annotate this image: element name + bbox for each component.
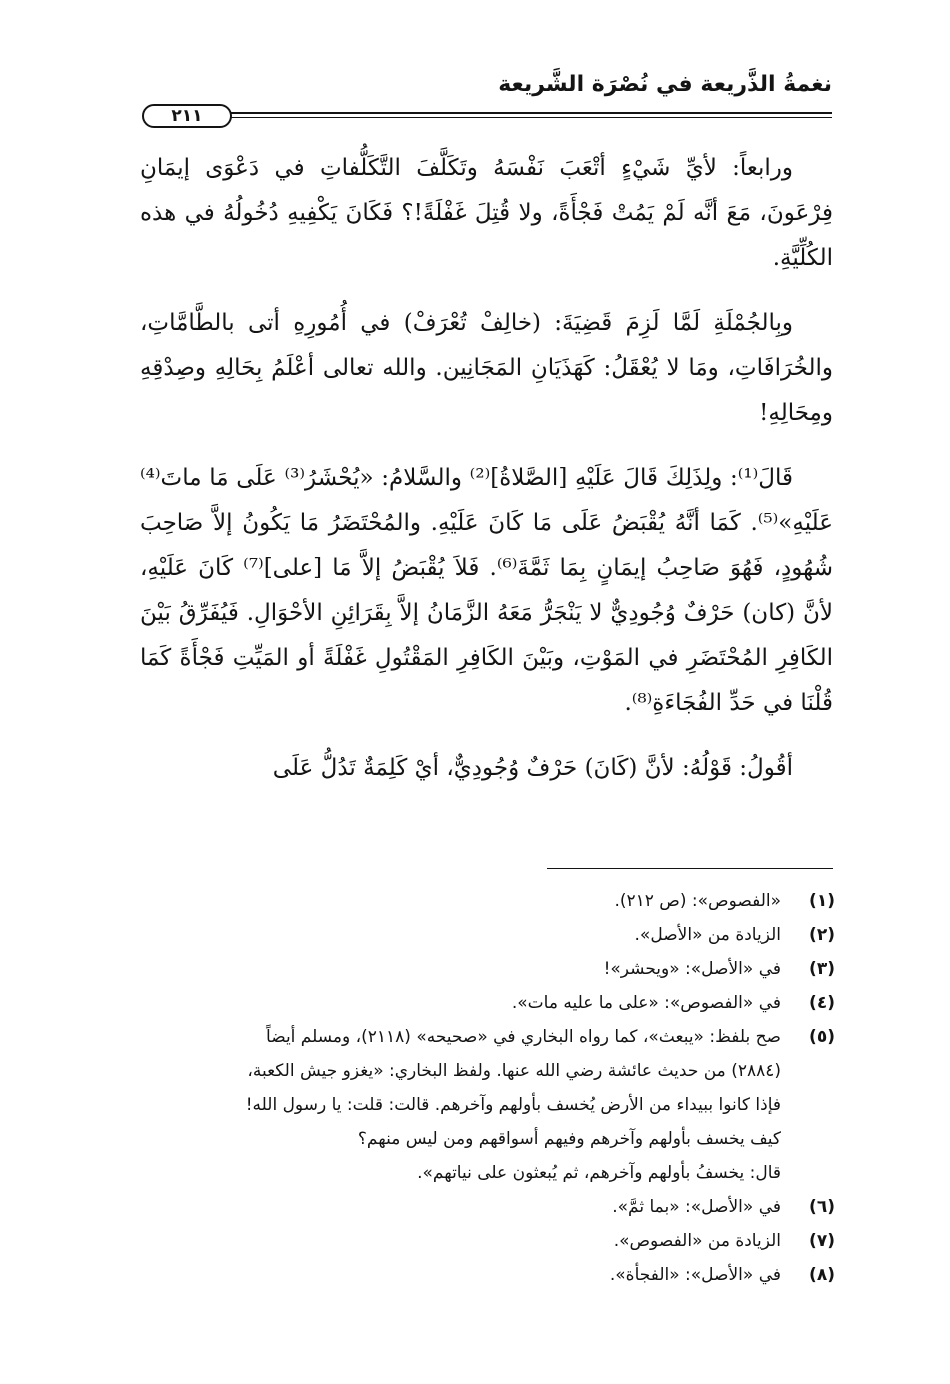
footnote-number: (٨) [809, 1265, 835, 1285]
footnote-4 [140, 986, 835, 1020]
footnote-number: (٧) [809, 1231, 835, 1251]
footnote-text-line: قال: يخسفُ بأولهم وآخرهم، ثم يُبعثون على نياتهم». [417, 1163, 781, 1183]
footnote-divider [547, 868, 833, 869]
footnote-1 [140, 884, 835, 918]
page-header [142, 72, 832, 126]
paragraph-2: وبِالجُمْلَةِ لَمَّا لَزِمَ قَضِيَةَ: (خالِفْ تُعْرَفْ) في أُمُورِهِ أتى بالطَّامَّاتِ، والخُرَافَاتِ، ومَا لا يُعْقَلُ: كَهَذَيَانِ المَجَانِين. والله تعالى أعْلَمُ بِحَالِهِ وصِدْقِهِ ومِحَالِهِ! [140, 310, 833, 426]
footnote-text: «الفصوص»: (ص ٢١٢). [614, 891, 781, 911]
footnote-text: في «الفصوص»: «على ما عليه مات». [511, 993, 781, 1013]
footnote-text: الزيادة من «الفصوص». [613, 1231, 781, 1251]
footnote-3 [140, 952, 835, 986]
footnote-2 [140, 918, 835, 952]
footnote-text-line: كيف يخسف بأولهم وآخرهم وفيهم أسواقهم ومن ليس منهم؟ [357, 1129, 781, 1149]
footnote-text: في «الأصل»: «الفجأة». [609, 1265, 781, 1285]
paragraph-1: ورابعاً: لأيِّ شَيْءٍ أتْعَبَ نَفْسَهُ وتَكَلَّفَ التَّكَلُّفاتِ في دَعْوَى إيمَانِ فِرْعَونَ، مَعَ أنَّه لَمْ يَمُتْ فَجْأَةً، ولا قُتِلَ غَفْلَةً!؟ فَكَانَ يَكْفِيهِ دُخُولُهُ في هذه الكُلِّيَّةِ. [140, 155, 833, 271]
footnote-6 [140, 1190, 835, 1224]
footnote-7 [140, 1224, 835, 1258]
main-text [140, 146, 833, 791]
footnote-number: (٣) [809, 959, 835, 979]
running-title: نغمةُ الذَّريعة في نُصْرَة الشَّريعة [498, 72, 832, 97]
footnote-number: (٥) [809, 1027, 835, 1047]
header-rule [212, 112, 832, 118]
footnote-text-line: (٢٨٨٤) من حديث عائشة رضي الله عنها. ولفظ البخاري: «يغزو جيش الكعبة، [247, 1061, 781, 1081]
footnotes [140, 884, 835, 1292]
footnote-8 [140, 1258, 835, 1292]
footnote-text: الزيادة من «الأصل». [634, 925, 781, 945]
footnote-text-line: صح بلفظ: «يبعث»، كما رواه البخاري في «صحيحه» (٢١١٨)، ومسلم أيضاً [266, 1027, 781, 1047]
footnote-number: (٤) [809, 993, 835, 1013]
footnote-text: في «الأصل»: «بما ثمَّ». [612, 1197, 781, 1217]
footnote-number: (٢) [809, 925, 835, 945]
header-rule-group [142, 106, 832, 124]
footnote-5 [140, 1020, 835, 1190]
footnote-number: (٦) [809, 1197, 835, 1217]
page-number: ٢١١ [142, 104, 232, 128]
footnote-number: (١) [809, 891, 835, 911]
paragraph-3: قَالَ⁽¹⁾: ولِذَلِكَ قَالَ عَلَيْهِ [الصَّلاةُ]⁽²⁾ والسَّلامُ: «يُحْشَرُ⁽³⁾ عَلَى مَا ماتَ⁽⁴⁾ عَلَيْهِ»⁽⁵⁾. كَمَا أنَّهُ يُقْبَضُ عَلَى مَا كَانَ عَلَيْهِ. والمُحْتَضَرُ مَا يَكُونُ إلاَّ صَاحِبَ شُهُودٍ، فَهُوَ صَاحِبُ إيمَانٍ بِمَا ثَمَّةَ⁽⁶⁾. فَلاَ يُقْبَضُ إلاَّ مَا [على]⁽⁷⁾ كَانَ عَلَيْهِ، لأنَّ (كان) حَرْفٌ وُجُودِيٌّ لا يَنْجَرُّ مَعَهُ الزَّمَانُ إلاَّ بِقَرَائِنِ الأحْوَالِ. فَيُفَرِّقُ بَيْنَ الكَافِرِ المُحْتَضَرِ في المَوْتِ، وبَيْنَ الكَافِرِ المَقْتُولِ غَفْلَةً أو المَيِّتِ فَجْأَةً كَمَا قُلْنَا في حَدِّ الفُجَاءَةِ⁽⁸⁾. [140, 465, 834, 716]
footnote-text-line: فإذا كانوا ببيداء من الأرض يُخسف بأولهم وآخرهم. قالت: قلت: يا رسول الله! [245, 1095, 781, 1115]
footnote-text: في «الأصل»: «ويحشر»! [603, 959, 781, 979]
paragraph-4: أقُولُ: قَوْلُهُ: لأنَّ (كَانَ) حَرْفٌ وُجُودِيٌّ، أيْ كَلِمَةٌ تَدُلُّ عَلَى [272, 755, 793, 781]
